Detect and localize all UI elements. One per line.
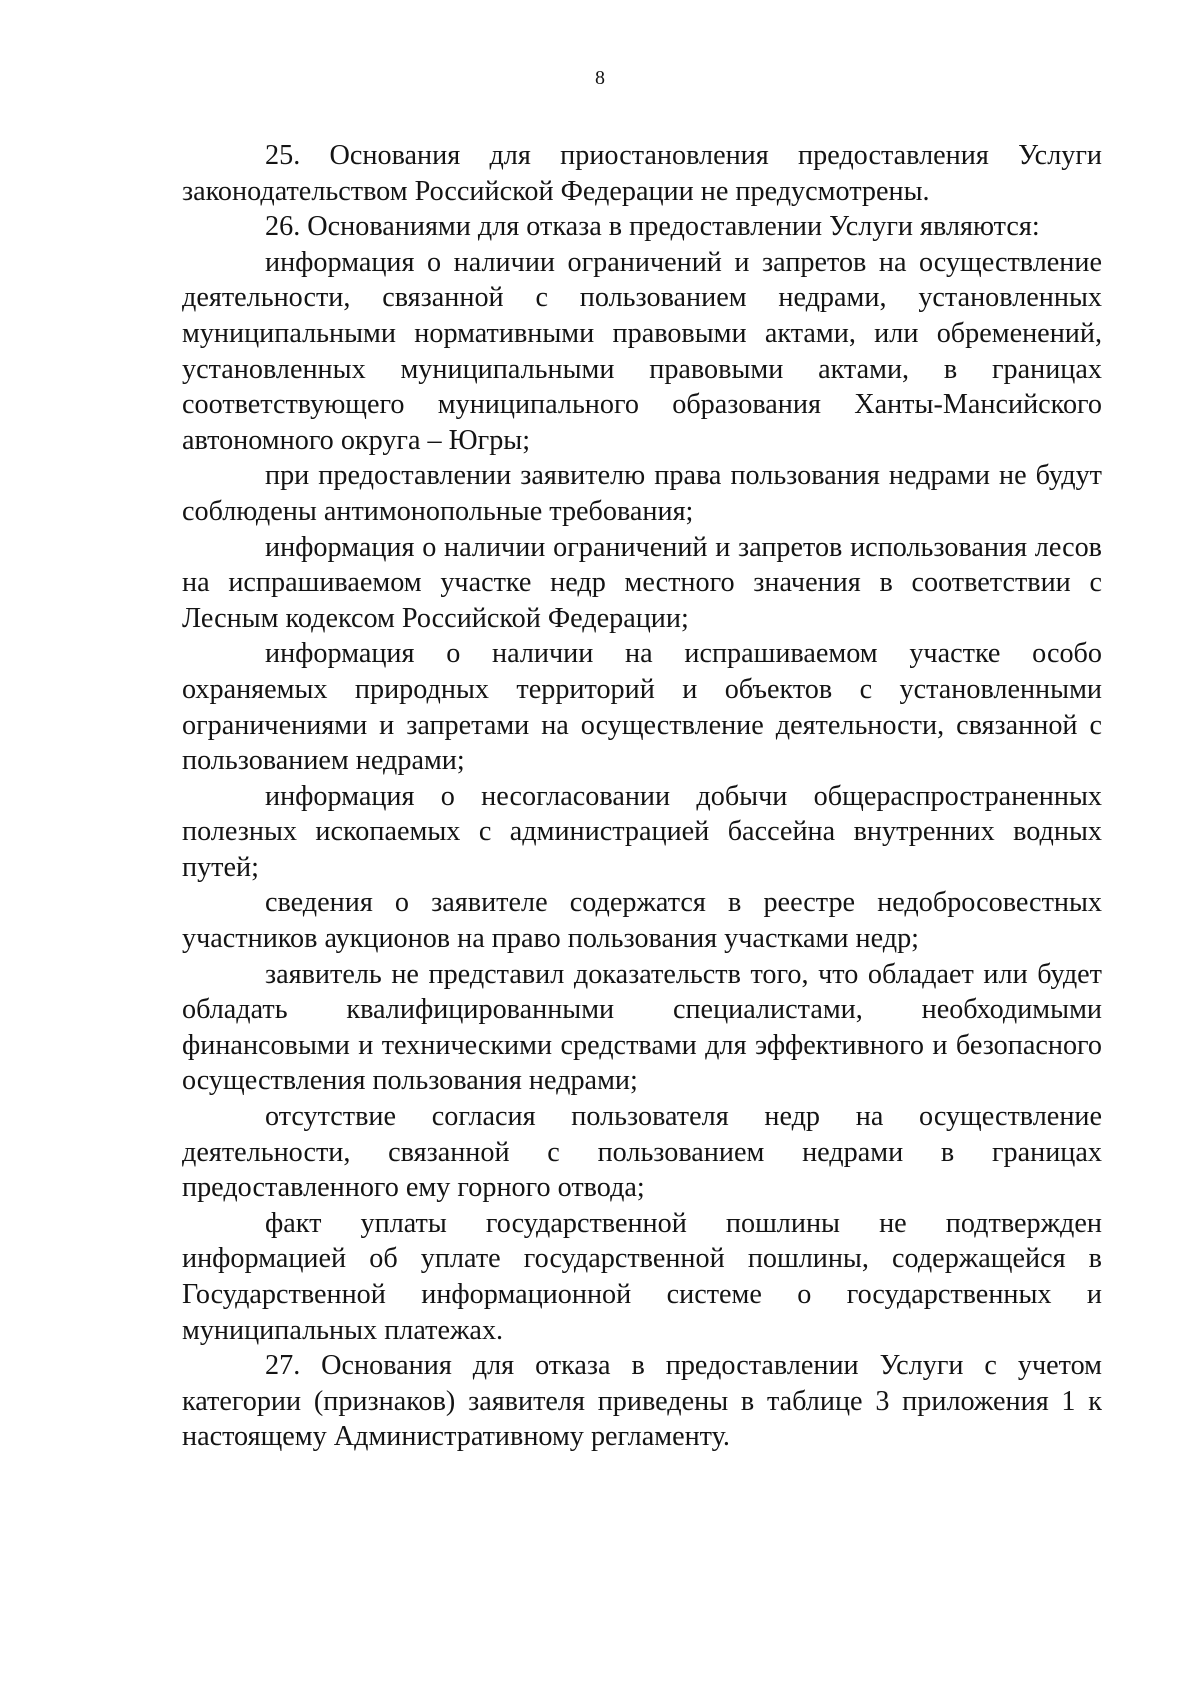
refusal-reason-antimonopoly: при предоставлении заявителю права пользования недрами не будут соблюдены антимонопольные требования; — [182, 460, 1102, 527]
refusal-reason-protected-areas: информация о наличии на испрашиваемом участке особо охраняемых природных территорий и объектов с установленными ограничениями и запретами на осуществление деятельности, связанной с пользованием недрами; — [182, 638, 1102, 777]
page-number: 8 — [595, 67, 605, 89]
refusal-reason-forest: информация о наличии ограничений и запретов использования лесов на испрашиваемом участке недр местного значения в соответствии с Лесным кодексом Российской Федерации; — [182, 531, 1102, 634]
refusal-reason-consent: отсутствие согласия пользователя недр на осуществление деятельности, связанной с пользованием недрами в границах предоставленного ему горного отвода; — [182, 1101, 1102, 1204]
paragraph-25: 25. Основания для приостановления предоставления Услуги законодательством Российской Федерации не предусмотрены. — [182, 140, 1102, 207]
refusal-reason-qualification: заявитель не представил доказательств того, что обладает или будет обладать квалифицированными специалистами, необходимыми финансовыми и техническими средствами для эффективного и безопасного осуществления пользования недрами; — [182, 958, 1102, 1097]
refusal-reason-waterways: информация о несогласовании добычи общераспространенных полезных ископаемых с администрацией бассейна внутренних водных путей; — [182, 780, 1102, 883]
paragraph-27: 27. Основания для отказа в предоставлении Услуги с учетом категории (признаков) заявителя приведены в таблице 3 приложения 1 к настоящему Административному регламенту. — [182, 1350, 1102, 1453]
document-body — [182, 138, 1102, 1455]
refusal-reason-registry: сведения о заявителе содержатся в реестре недобросовестных участников аукционов на право пользования участками недр; — [182, 887, 1102, 955]
refusal-reason-restrictions: информация о наличии ограничений и запретов на осуществление деятельности, связанной с пользованием недрами, установленных муниципальными нормативными правовыми актами, или обременений, установленных муниципальными правовыми актами, в границах соответствующего муниципального образования Ханты-Мансийского автономного округа – Югры; — [182, 246, 1102, 456]
refusal-reason-fee: факт уплаты государственной пошлины не подтвержден информацией об уплате государственной пошлины, содержащейся в Государственной информационной системе о государственных и муниципальных платежах. — [182, 1207, 1102, 1346]
paragraph-26: 26. Основаниями для отказа в предоставлении Услуги являются: — [265, 211, 1040, 243]
